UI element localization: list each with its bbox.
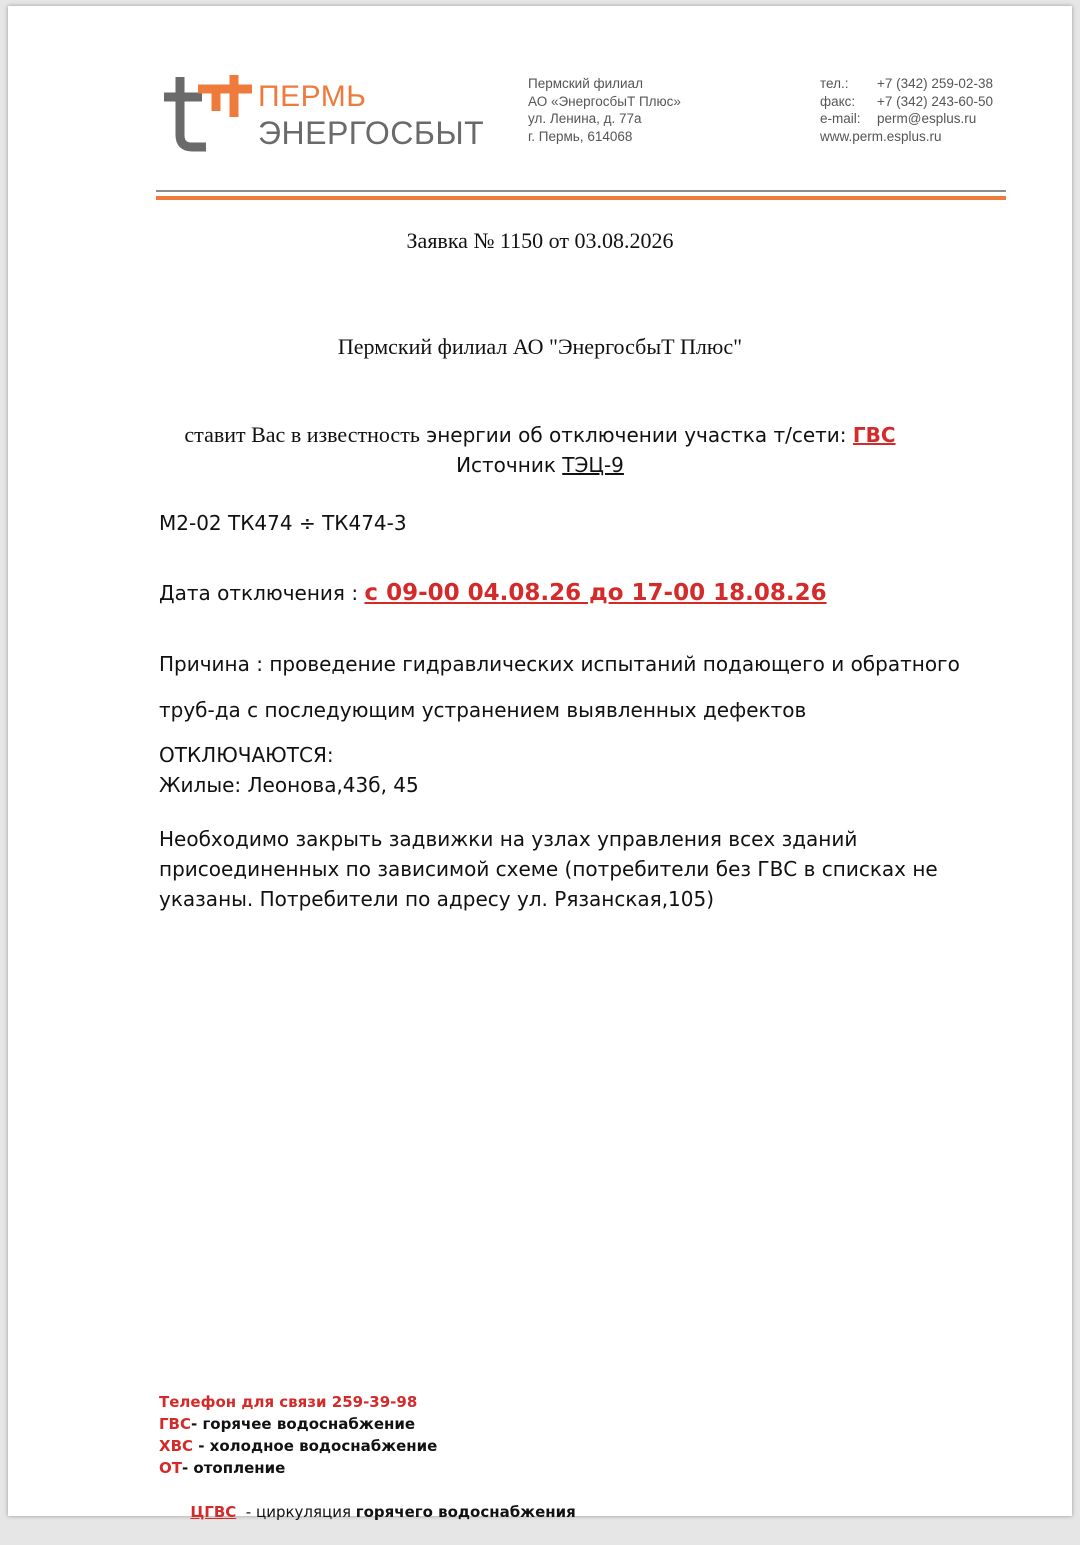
contact-row-phone [820,75,1040,93]
contact-value: +7 (342) 259-02-38 [877,76,993,91]
branch-line: г. Пермь, 614068 [528,128,633,144]
legend-item [159,1479,576,1545]
instruction-line: Необходимо закрыть задвижки на узлах управления всех зданий [159,827,858,851]
network-section: М2-02 ТК474 ÷ ТК474-3 [159,511,407,535]
contact-label: e-mail: [820,111,861,126]
company-logo [158,71,485,161]
notice-body: энергии об отключении участка т/сети: [419,423,853,447]
branch-line: ул. Ленина, д. 77а [528,111,642,126]
contact-phone: Телефон для связи 259-39-98 [159,1393,418,1411]
legend-desc-bold: горячего водоснабжения [355,1503,576,1521]
legend-abbr: ГВС [159,1415,191,1433]
contact-website[interactable]: www.perm.esplus.ru [820,128,942,144]
branch-line: АО «ЭнергосбыТ Плюс» [528,93,681,109]
source-label: Источник [456,453,563,477]
header-divider-grey [156,190,1006,192]
contact-label: факс: [820,93,856,109]
logo-mark-icon [158,71,258,153]
contact-row-website [820,128,1040,146]
legend-abbr: ОТ [159,1459,182,1477]
logo-text-company: ЭНЕРГОСБЫТ [258,115,485,151]
contact-value: +7 (342) 243-60-50 [877,93,993,109]
contact-details [820,75,1040,145]
organization-name: Пермский филиал АО "ЭнергосбыТ Плюс" [337,334,743,359]
contact-label: тел.: [820,76,849,91]
notice-lead: ставит Вас в известность [184,422,420,447]
document-title: Заявка № 1150 от 03.08.2026 [406,228,674,253]
legend-item [159,1413,576,1435]
legend-item [159,1457,576,1479]
document-page [8,6,1072,1521]
legend-desc: - циркуляция [236,1503,356,1521]
legend-desc: - отопление [181,1459,286,1477]
disconnection-date [159,578,827,608]
reason-line: труб-да с последующим устранением выявленных дефектов [159,698,807,722]
contact-row-email [820,110,1040,128]
disconnect-heading: ОТКЛЮЧАЮТСЯ: [159,743,334,767]
notice-text [8,420,1072,480]
legend-desc: - холодное водоснабжение [193,1437,438,1455]
instruction-line: присоединенных по зависимой схеме (потребители без ГВС в списках не [159,857,938,881]
legend-abbr: ХВС [159,1437,194,1455]
legend-item [159,1435,576,1457]
date-value: с 09-00 04.08.26 до 17-00 18.08.26 [364,580,827,606]
source-value: ТЭЦ-9 [562,453,624,477]
network-type: ГВС [852,423,896,447]
date-label: Дата отключения : [159,581,365,605]
legend-abbr: ЦГВС [190,1503,237,1521]
footer-legend [159,1391,576,1545]
logo-text-city: ПЕРМЬ [258,80,367,113]
residential-addresses: Жилые: Леонова,43б, 45 [159,773,419,797]
header-divider-orange [156,196,1006,200]
instruction-line: указаны. Потребители по адресу ул. Рязанская,105) [159,887,715,911]
contact-email[interactable]: perm@esplus.ru [877,111,977,126]
branch-address [528,75,768,145]
contact-row-fax [820,93,1040,111]
legend-desc: - горячее водоснабжение [191,1415,416,1433]
reason-line: Причина : проведение гидравлических испытаний подающего и обратного [159,652,960,676]
branch-line: Пермский филиал [528,76,643,91]
